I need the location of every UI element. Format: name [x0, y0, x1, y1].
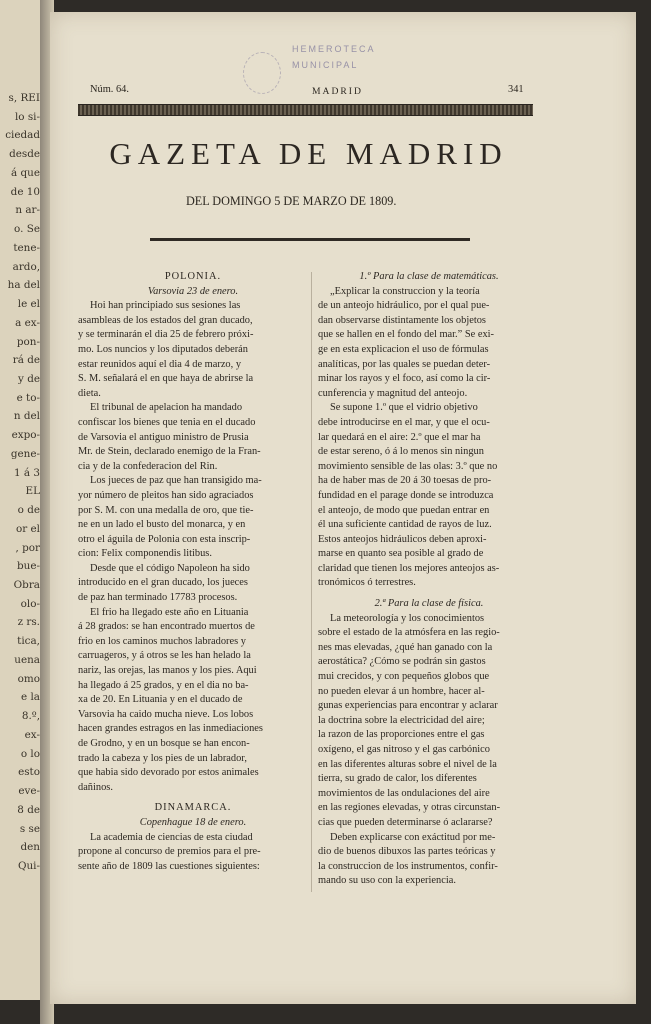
text-line: ge en esta explicacion el uso de fórmulas	[318, 343, 489, 355]
text-line: tronómicos ó terrestres.	[318, 577, 416, 589]
text-line: ha de haber mas de 20 á 30 toesas de pro-	[318, 475, 492, 487]
text-line: Varsovia ha caido mucha nieve. Los lobos	[78, 708, 254, 720]
text-line: confiscar los bienes que tenia en el ducado	[78, 416, 256, 428]
prev-page-text-fragment: eve-	[18, 785, 40, 798]
header-city: MADRID	[312, 86, 363, 97]
section-heading: POLONIA.	[164, 271, 222, 282]
text-line: fundidad en el parage donde se introduzca	[318, 489, 494, 501]
paragraph	[78, 606, 308, 796]
text-line: otro el águila de Polonia con esta inscrip-	[78, 533, 251, 545]
prev-page-text-fragment: Qui-	[17, 860, 40, 872]
prev-page-text-fragment: 1 á 3	[13, 466, 40, 479]
stamp-line: HEMEROTECA	[292, 44, 376, 54]
text-line: frio en los caminos muchos labradores y	[78, 635, 246, 647]
prev-page-text-fragment: or el	[16, 522, 40, 535]
text-line: la razon de las proporciones entre el gas	[318, 729, 485, 741]
text-line: marse en quanto sea posible al grado de	[318, 548, 484, 560]
subheading: 1.º Para la clase de matemáticas.	[359, 271, 499, 282]
dateline: Copenhague 18 de enero.	[139, 816, 247, 828]
text-line: en las regiones elevadas, y otras circunstan-	[318, 802, 501, 814]
text-line: la construccion de los instrumentos, confir-	[318, 860, 498, 872]
text-line: gunas experiencias para encontrar y aclarar	[318, 700, 498, 712]
text-line: sente año de 1809 las cuestiones siguientes:	[78, 860, 260, 872]
text-line: tierra, su grado de calor, los diferentes	[318, 773, 477, 785]
paragraph	[318, 285, 540, 402]
text-line: minar los rayos y el foco, así como la cir-	[318, 373, 491, 385]
page-number: 341	[508, 84, 524, 95]
prev-page-text-fragment: desde	[9, 148, 40, 161]
paragraph	[78, 299, 308, 401]
text-line: S. M. señalará el en que haya de abrirse la	[78, 373, 254, 385]
text-line: sobre el estado de la atmósfera en las regio-	[318, 627, 500, 639]
text-line: La meteorología y los conocimientos	[330, 612, 485, 624]
text-line: movimiento sensible de las olas: 3.º que no	[318, 460, 498, 472]
prev-page-text-fragment: de 10	[10, 185, 40, 198]
text-line: la doctrina sobre la electricidad del aire;	[318, 714, 485, 726]
issue-date: DEL DOMINGO 5 DE MARZO DE 1809.	[186, 194, 397, 208]
left-column	[78, 270, 308, 874]
text-line: Los jueces de paz que han transigido ma-	[90, 475, 262, 487]
text-line: dieta.	[78, 387, 101, 399]
prev-page-text-fragment: EL	[25, 485, 40, 498]
prev-page-text-fragment: s, REI	[8, 92, 40, 104]
prev-page-text-fragment: ardo,	[12, 260, 40, 273]
text-line: debe introducirse en el mar, y que el ocu-	[318, 416, 490, 428]
stamp-line: MUNICIPAL	[292, 60, 359, 70]
text-line: claridad que tienen los mejores anteojos as-	[318, 562, 500, 574]
paragraph	[78, 831, 308, 875]
subheading: 2.ª Para la clase de física.	[374, 598, 484, 610]
paragraph	[78, 562, 308, 606]
prev-page-text-fragment: o lo	[20, 747, 40, 760]
section-heading: DINAMARCA.	[154, 802, 232, 814]
text-line: mui crecidos, y con pequeños globos que	[318, 671, 490, 683]
prev-page-text-fragment: e la	[21, 691, 40, 704]
prev-page-text-fragment: z rs.	[17, 616, 40, 629]
prev-page-text-fragment: expo-	[11, 429, 40, 442]
text-line: aerostática? ¿Cómo se podrán sin gastos	[318, 656, 486, 668]
text-line: El frio ha llegado este año en Lituania	[90, 606, 249, 618]
paragraph	[78, 401, 308, 474]
title-divider-rule	[150, 238, 470, 241]
prev-page-text-fragment: olo-	[20, 597, 40, 610]
text-line: carruageros, y á otros se les han helado la	[78, 650, 251, 662]
text-line: dan observarse distintamente los objetos	[318, 314, 486, 326]
prev-page-text-fragment: y de	[18, 372, 40, 385]
text-line: introducido en el gran ducado, los jueces	[78, 577, 248, 589]
text-line: que se hallen en el fondo del mar.” Se exi-	[318, 329, 495, 341]
text-line: de Grodno, y en un bosque se han encon-	[78, 738, 250, 749]
text-line: mando su uso con la experiencia.	[318, 875, 456, 887]
prev-page-text-fragment: lo si-	[14, 110, 40, 123]
text-line: Desde que el código Napoleon ha sido	[90, 562, 250, 574]
text-line: por S. M. con una medalla de oro, que tie-	[78, 504, 254, 516]
text-line: de paz han terminado 17783 procesos.	[78, 592, 238, 604]
prev-page-text-fragment: den	[20, 841, 40, 854]
text-line: hacen grandes estragos en las inmediaciones	[78, 723, 263, 735]
text-line: Mr. de Stein, declarado enemigo de la Fran-	[78, 446, 261, 458]
text-line: dio de buenos dibuxos las partes teóricas y	[318, 846, 496, 858]
prev-page-text-fragment: rá de	[12, 354, 40, 367]
prev-page-text-fragment: a ex-	[15, 316, 40, 329]
text-line: de estar sereno, ó á lo menos sin ningun	[318, 446, 484, 458]
newspaper-title: GAZETA DE MADRID	[109, 136, 508, 171]
text-line: propone al concurso de premios para el pre-	[78, 846, 261, 858]
text-line: „Explicar la construccion y la teoría	[330, 285, 480, 297]
text-line: Estos anteojos hidráulicos deben aproxi-	[318, 533, 487, 545]
text-line: dañinos.	[78, 781, 113, 793]
prev-page-text-fragment: ex-	[24, 728, 40, 741]
text-line: trado la cabeza y los pies de un labrador,	[78, 752, 247, 764]
prev-page-text-fragment: gene-	[10, 447, 40, 460]
text-line: Hoi han principiado sus sesiones las	[90, 300, 241, 312]
text-line: lar quedará en el aire: 2.º que el mar ha	[318, 431, 481, 443]
text-line: de un anteojo hidráulico, por el qual pue-	[318, 300, 490, 312]
prev-page-text-fragment: n ar-	[15, 204, 40, 217]
paragraph	[78, 474, 308, 562]
issue-number: Núm. 64.	[90, 84, 129, 95]
text-line: asambleas de los estados del gran ducado,	[78, 314, 253, 326]
text-line: cion: Felix componendis litibus.	[78, 548, 212, 560]
prev-page-text-fragment: n del	[13, 410, 40, 423]
paragraph	[318, 831, 540, 889]
prev-page-text-fragment: 8.º,	[21, 710, 40, 723]
text-line: á 28 grados: se han encontrado muertos de	[78, 621, 255, 633]
text-line: analíticas, por las quales se puedan deter-	[318, 358, 491, 370]
text-line: en las diferentes alturas sobre el nivel de la	[318, 758, 497, 770]
prev-page-text-fragment: omo	[17, 672, 40, 685]
text-line: el anteojo, de modo que puedan entrar en	[318, 504, 490, 516]
prev-page-text-fragment: le el	[17, 298, 40, 311]
text-line: xa de 20. En Lituania y en el ducado de	[78, 694, 243, 706]
prev-page-text-fragment: s se	[19, 822, 40, 835]
text-line: La academia de ciencias de esta ciudad	[90, 831, 253, 843]
text-line: movimientos de las ondulaciones del aire	[318, 787, 490, 799]
prev-page-text-fragment: e to-	[16, 391, 40, 404]
prev-page-text-fragment: uena	[14, 653, 40, 666]
text-line: estar reunidos aquí el dia 4 de marzo, y	[78, 358, 242, 370]
right-column	[318, 270, 540, 889]
text-line: de Varsovia el antiguo ministro de Prusia	[78, 431, 249, 443]
text-line: que habia sido devorado por estos animales	[78, 767, 259, 779]
prev-page-text-fragment: tica,	[17, 635, 40, 648]
dateline: Varsovia 23 de enero.	[147, 285, 239, 297]
text-line: nes mas elevadas, ¿qué han ganado con la	[318, 641, 493, 653]
prev-page-text-fragment: pon-	[16, 335, 40, 348]
prev-page-text-fragment: á que	[11, 166, 40, 179]
prev-page-text-fragment: 8 de	[17, 803, 40, 816]
text-line: nariz, las orejas, las manos y los pies. Aqui	[78, 665, 257, 677]
text-line: yor número de pleitos han sido agraciados	[78, 489, 254, 501]
prev-page-text-fragment: o. Se	[14, 223, 40, 236]
prev-page-text-fragment: , por	[15, 541, 40, 554]
masthead-ornamental-rule	[78, 104, 533, 116]
text-line: cias que pueden determinarse ó aclararse?	[318, 816, 493, 828]
text-line: y se terminarán el dia 25 de febrero próxi-	[78, 329, 254, 341]
paragraph	[318, 401, 540, 591]
previous-page-edge	[0, 0, 44, 1000]
text-line: oxígeno, el gas nitroso y el gas carbónico	[318, 744, 490, 755]
prev-page-text-fragment: esto	[18, 766, 40, 779]
prev-page-text-fragment: bue-	[16, 560, 40, 573]
library-seal-icon	[243, 52, 281, 94]
prev-page-text-fragment: tene-	[13, 241, 40, 254]
prev-page-text-fragment: Obra	[13, 579, 40, 592]
text-line: él una suficiente cantidad de rayos de luz.	[318, 519, 492, 531]
prev-page-text-fragment: o de	[17, 504, 40, 517]
text-line: mo. Los nuncios y los diputados deberán	[78, 343, 248, 355]
text-line: cunferencia y magnitud del anteojo.	[318, 387, 468, 399]
text-line: cia y de la confederacion del Rin.	[78, 460, 218, 472]
text-line: ne en un lado el busto del monarca, y en	[78, 519, 246, 531]
paragraph	[318, 612, 540, 831]
text-line: Deben explicarse con exáctitud por me-	[330, 831, 496, 843]
text-line: no pueden elevar á un hombre, hacer al-	[318, 685, 485, 697]
text-line: ha llegado á 25 grados, y en el dia no ba-	[78, 679, 249, 691]
text-line: El tribunal de apelacion ha mandado	[90, 402, 243, 414]
library-stamp	[292, 44, 376, 76]
prev-page-text-fragment: ciedad	[5, 129, 40, 142]
prev-page-text-fragment: ha del	[7, 279, 40, 292]
text-line: Se supone 1.º que el vidrio objetivo	[330, 402, 478, 414]
column-divider	[311, 272, 312, 892]
